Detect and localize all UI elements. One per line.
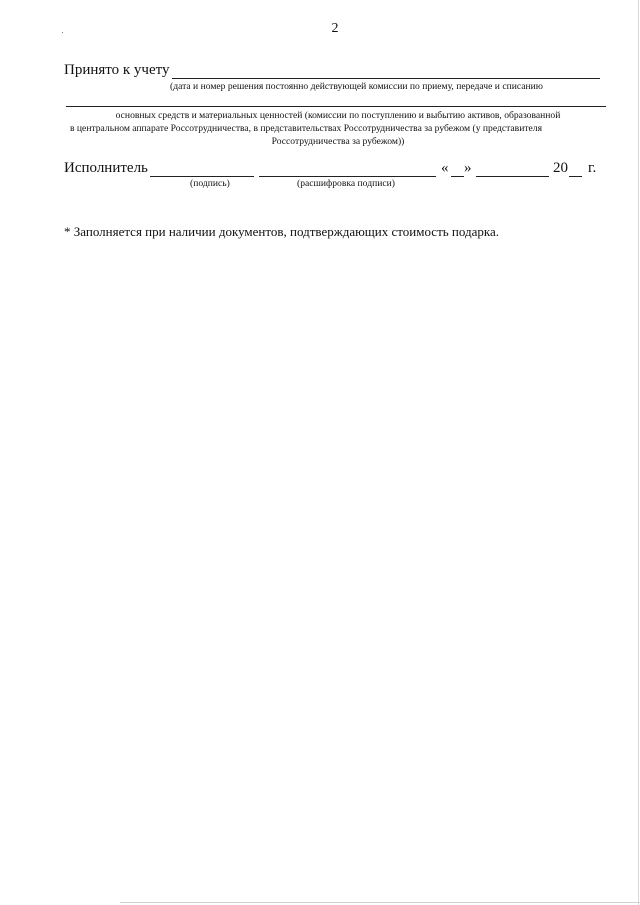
accepted-hint-line1: (дата и номер решения постоянно действующей комиссии по приему, передаче и списанию: [170, 81, 543, 92]
date-year-prefix: 20: [553, 160, 568, 176]
date-quote-open: «: [441, 160, 449, 176]
scan-edge-right: [638, 0, 639, 905]
signature-hint: (подпись): [190, 178, 230, 189]
page-number: 2: [331, 21, 339, 36]
date-year-suffix: г.: [588, 160, 597, 176]
date-quote-close: »: [464, 160, 472, 176]
executor-label: Исполнитель: [64, 160, 148, 176]
date-day-line[interactable]: [451, 176, 464, 177]
accepted-hint-line4: Россотрудничества за рубежом)): [271, 136, 405, 147]
accepted-label: Принято к учету: [64, 62, 170, 78]
signature-line[interactable]: [150, 176, 254, 177]
date-year-line[interactable]: [569, 176, 582, 177]
footnote: * Заполняется при наличии документов, подтверждающих стоимость подарка.: [64, 224, 500, 239]
accepted-hint-line3: в центральном аппарате Россотрудничества, в представительствах Россотрудничества за рубежом (у представителя: [70, 123, 542, 134]
accepted-decision-line[interactable]: [172, 78, 600, 79]
accepted-hint-line2: основных средств и материальных ценностей (комиссии по поступлению и выбытию активов, образованной: [115, 110, 561, 121]
accepted-decision-line-2[interactable]: [66, 106, 606, 107]
date-month-line[interactable]: [476, 176, 549, 177]
decoding-hint: (расшифровка подписи): [297, 178, 395, 189]
scan-edge-bottom: [120, 902, 640, 903]
signature-decoding-line[interactable]: [259, 176, 436, 177]
